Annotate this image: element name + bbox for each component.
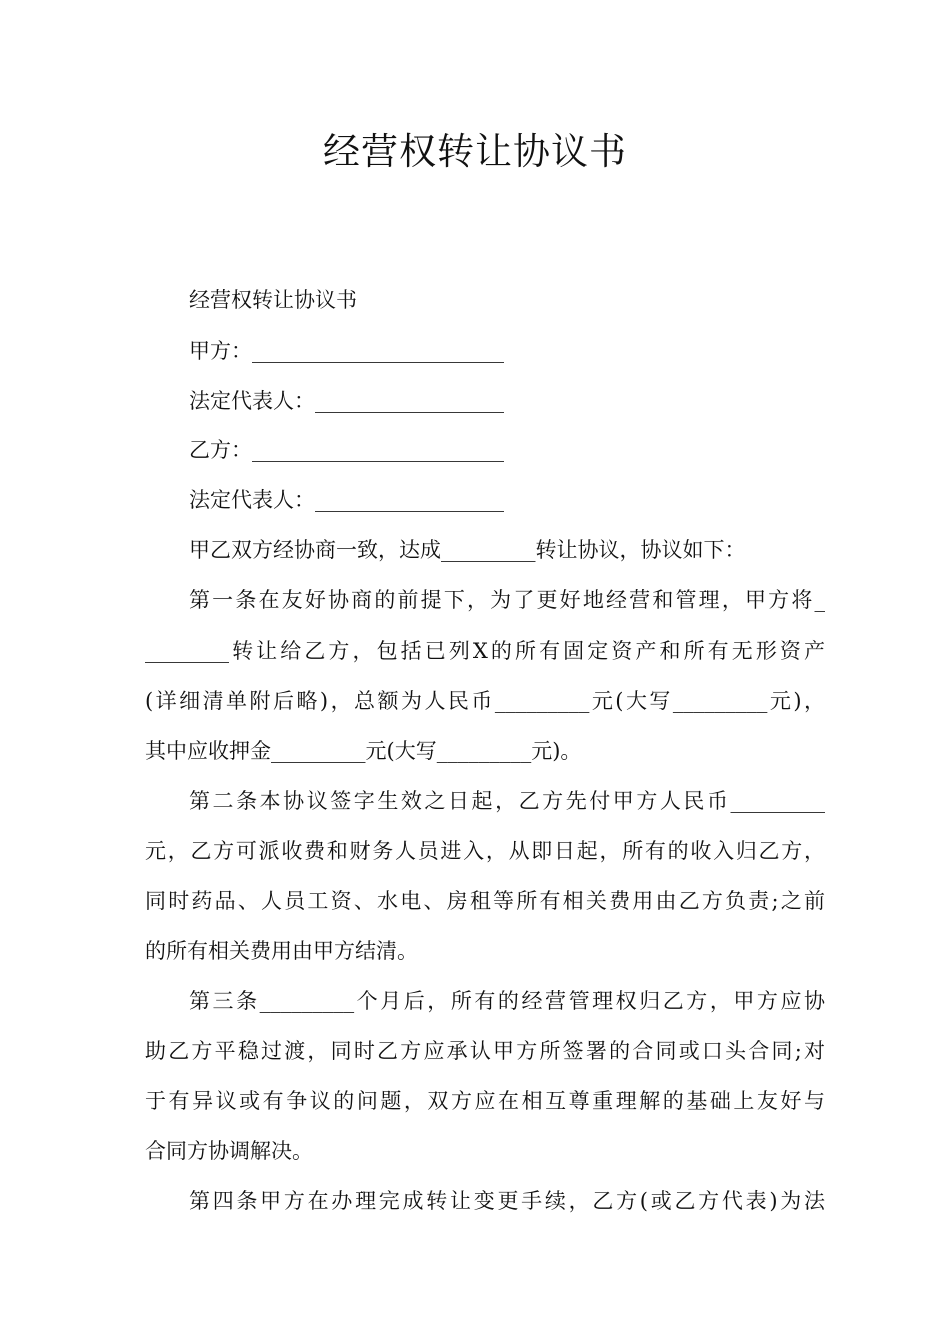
article-3-line-2: 助乙方平稳过渡，同时乙方应承认甲方所签署的合同或口头合同;对 (145, 1039, 825, 1063)
article-1-line-4: 其中应收押金_________元(大写_________元)。 (145, 739, 582, 763)
party-a-representative-line: 法定代表人：__________________ (189, 389, 504, 413)
article-3-line-4: 合同方协调解决。 (145, 1139, 313, 1163)
party-a-line: 甲方：________________________ (189, 339, 504, 363)
article-2-line-4: 的所有相关费用由甲方结清。 (145, 939, 418, 963)
article-1-line-3: (详细清单附后略)，总额为人民币_________元(大写_________元)， (145, 689, 825, 713)
article-4-line-1: 第四条甲方在办理完成转让变更手续，乙方(或乙方代表)为法 (189, 1189, 825, 1213)
document-title: 经营权转让协议书 (323, 130, 627, 173)
article-2-line-3: 同时药品、人员工资、水电、房租等所有相关费用由乙方负责;之前 (145, 889, 825, 913)
article-1-line-1: 第一条在友好协商的前提下，为了更好地经营和管理，甲方将_ (189, 588, 825, 612)
intro-paragraph: 甲乙双方经协商一致，达成_________转让协议，协议如下： (189, 538, 746, 562)
article-1-line-2: ________转让给乙方，包括已列X的所有固定资产和所有无形资产 (145, 639, 825, 663)
article-2-line-1: 第二条本协议签字生效之日起，乙方先付甲方人民币_________ (189, 789, 825, 813)
party-b-line: 乙方：________________________ (189, 438, 504, 462)
article-3-line-1: 第三条_________个月后，所有的经营管理权归乙方，甲方应协 (189, 989, 825, 1013)
subtitle-line: 经营权转让协议书 (189, 288, 357, 312)
party-b-representative-line: 法定代表人：__________________ (189, 488, 504, 512)
article-2-line-2: 元，乙方可派收费和财务人员进入，从即日起，所有的收入归乙方， (145, 839, 825, 863)
article-3-line-3: 于有异议或有争议的问题，双方应在相互尊重理解的基础上友好与 (145, 1089, 825, 1113)
